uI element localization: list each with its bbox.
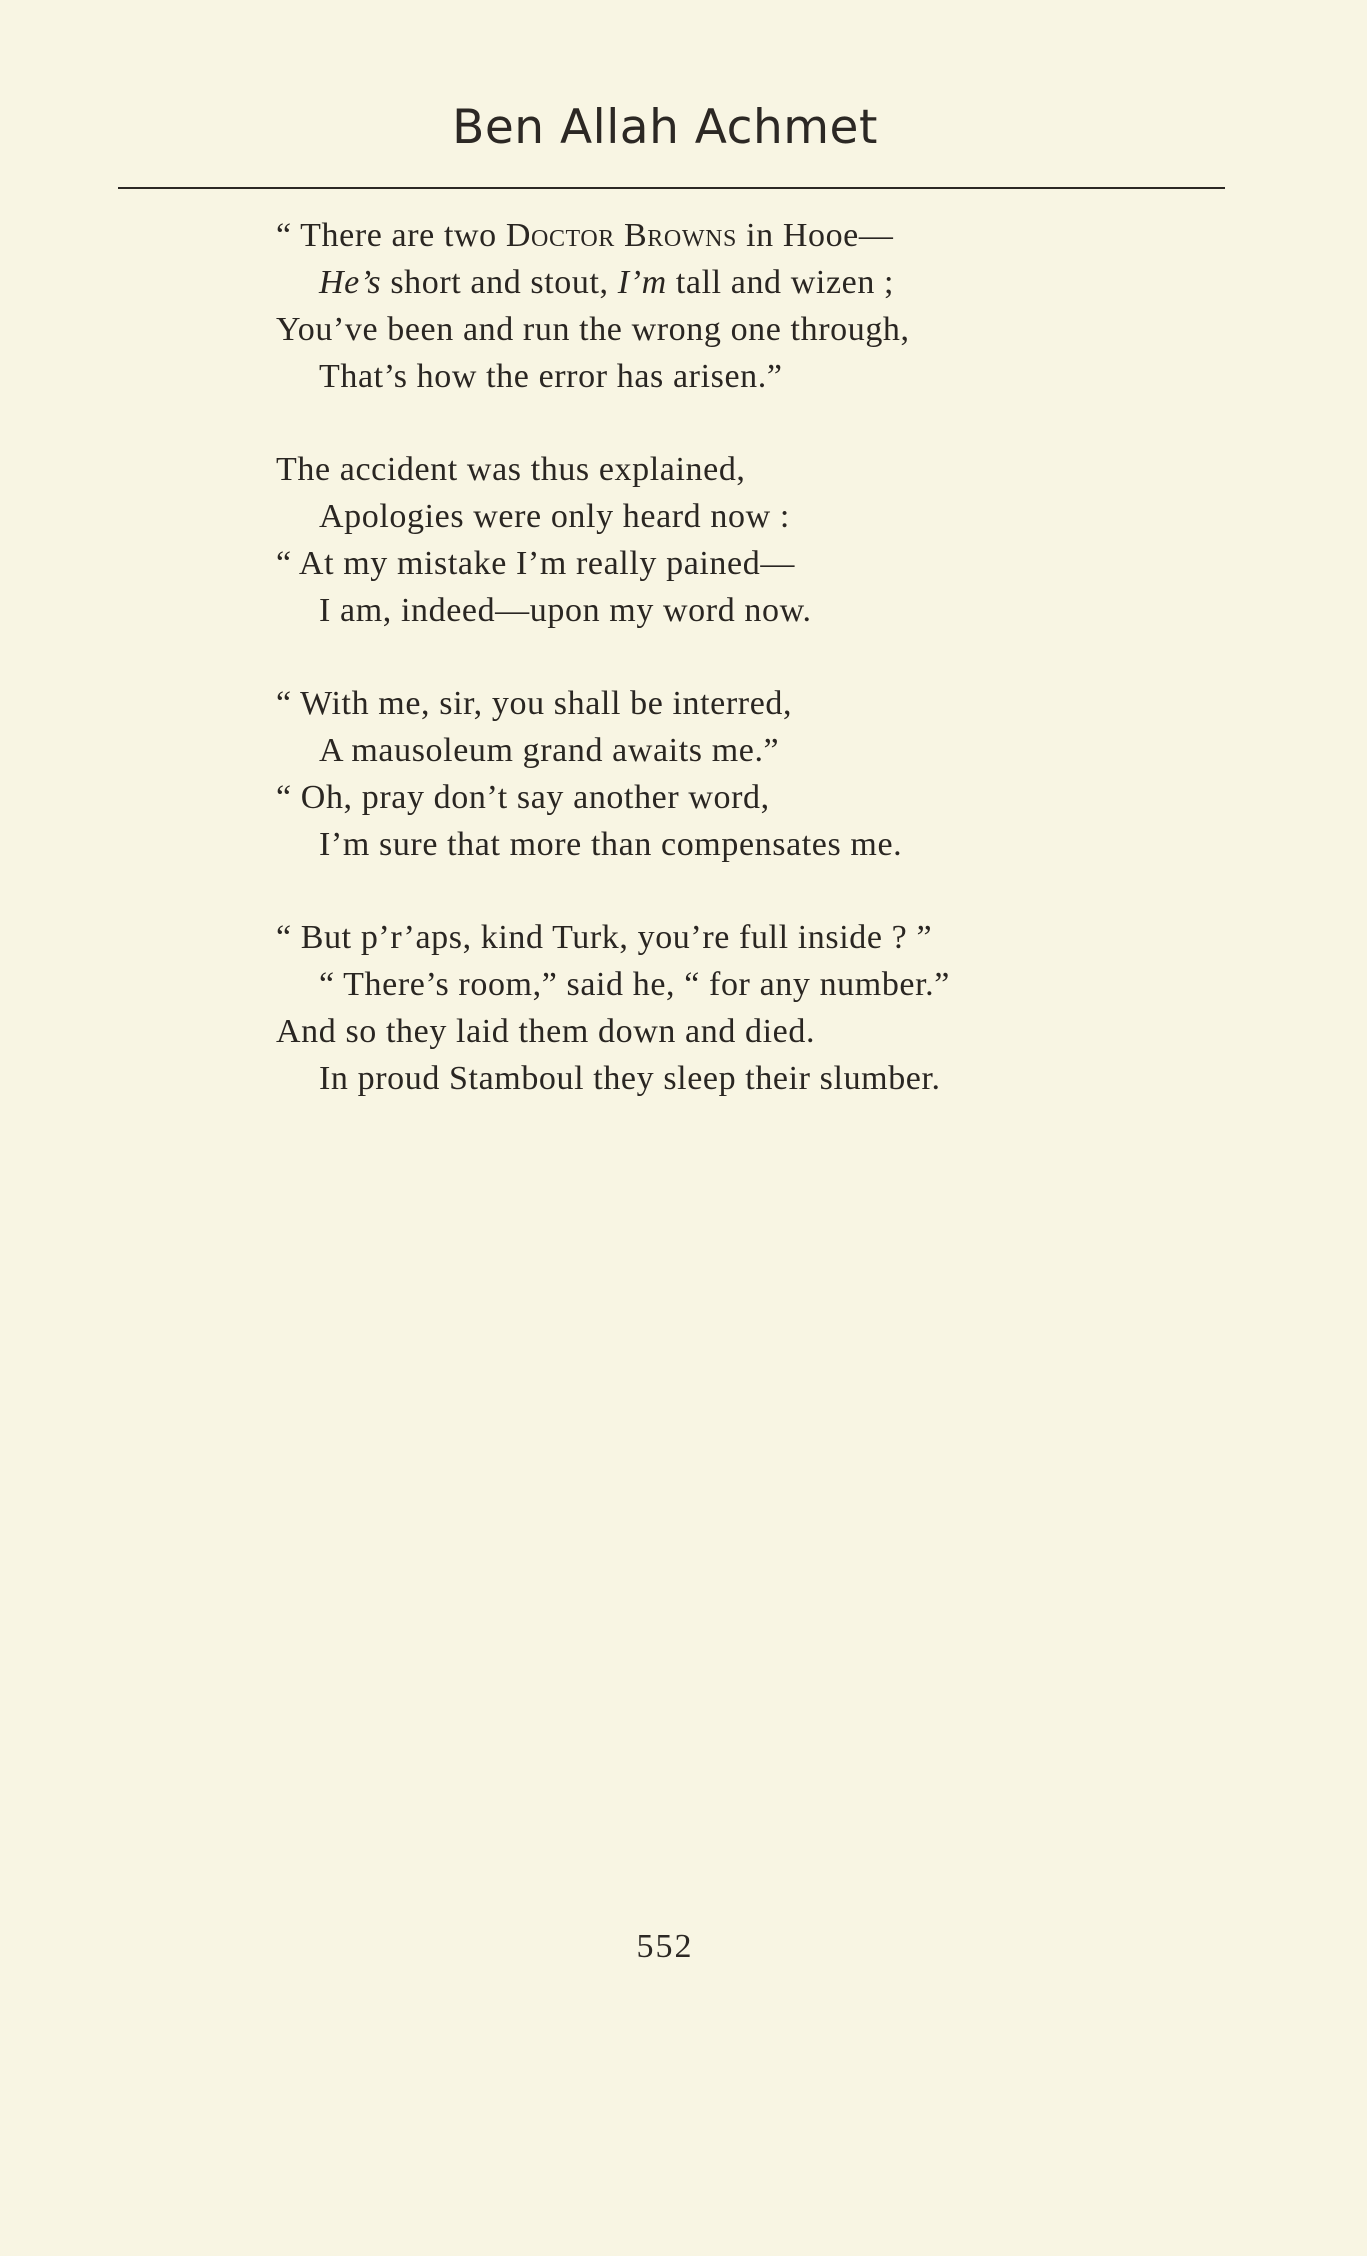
poem-line: “ With me, sir, you shall be interred, [276,685,793,722]
poem-line: Apologies were only heard now : [319,498,790,535]
poem-line: “ Oh, pray don’t say another word, [276,779,770,816]
page-number: 552 [636,1928,694,1965]
poem-line: You’ve been and run the wrong one through, [276,311,910,348]
stanza-2 [276,446,1276,634]
poem-line: He’s short and stout, I’m tall and wizen ; [319,264,895,301]
running-title: Ben Allah Achmet [452,100,878,155]
poem-line: “ At my mistake I’m really pained— [276,545,795,582]
small-caps-name: Doctor Browns [505,217,737,254]
italic-word: I’m [617,264,667,301]
page-header [0,100,1330,155]
header-rule [118,187,1225,189]
stanza-4 [276,914,1276,1102]
stanza-3 [276,680,1276,868]
stanza-1 [276,212,1276,400]
poem-line: The accident was thus explained, [276,451,746,488]
poem-line: A mausoleum grand awaits me.” [319,732,780,769]
poem [276,212,1276,1148]
poem-line: I am, indeed—upon my word now. [319,592,812,629]
poem-line: That’s how the error has arisen.” [319,358,783,395]
poem-line: “ There’s room,” said he, “ for any number.” [319,966,950,1003]
poem-line: “ But p’r’aps, kind Turk, you’re full inside ? ” [276,919,933,956]
poem-line: “ There are two Doctor Browns in Hooe— [276,217,894,254]
italic-word: He’s [319,264,382,301]
poem-line: In proud Stamboul they sleep their slumber. [319,1060,941,1097]
poem-line: I’m sure that more than compensates me. [319,826,903,863]
poem-line: And so they laid them down and died. [276,1013,816,1050]
